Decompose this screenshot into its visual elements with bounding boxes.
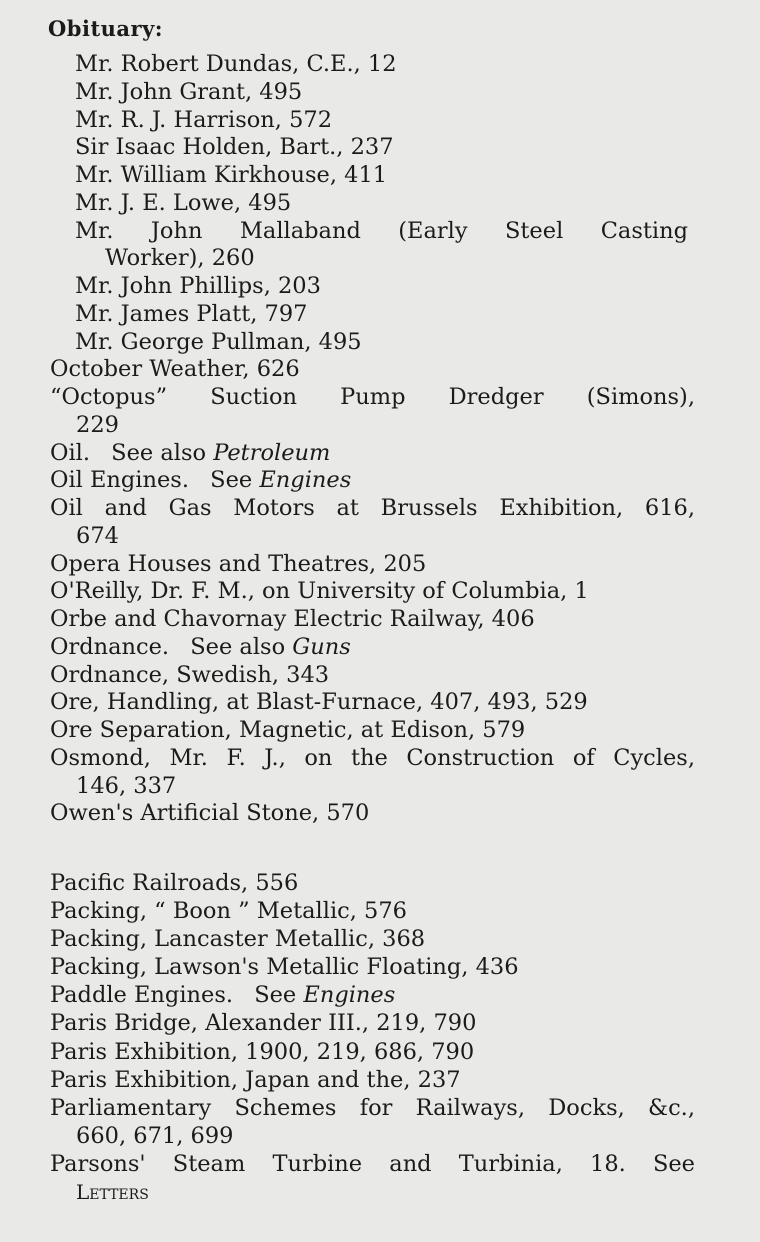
index-entry: Paris Bridge, Alexander III., 219, 790 bbox=[50, 1010, 477, 1037]
obituary-entry: Sir Isaac Holden, Bart., 237 bbox=[75, 134, 394, 161]
see-label: See bbox=[210, 467, 253, 494]
see-target: Petroleum bbox=[213, 439, 331, 466]
index-entry bbox=[50, 634, 695, 662]
index-entry: Packing, Lawson's Metallic Floating, 436 bbox=[50, 954, 519, 981]
index-entry: “Octopus” Suction Pump Dredger (Simons), bbox=[50, 384, 695, 410]
obituary-entry: Mr. William Kirkhouse, 411 bbox=[75, 162, 388, 188]
index-section-o bbox=[50, 51, 695, 828]
obituary-entry: Mr. J. E. Lowe, 495 bbox=[75, 189, 292, 216]
obituary-entry-continuation: Worker), 260 bbox=[105, 245, 255, 272]
see-target: Letters bbox=[76, 1180, 149, 1205]
index-entry-continuation: 660, 671, 699 bbox=[76, 1122, 234, 1149]
index-entry: Parsons' Steam Turbine and Turbinia, 18. See bbox=[50, 1150, 695, 1177]
entry-term: Ordnance. bbox=[50, 633, 170, 660]
see-label: See also bbox=[190, 633, 286, 660]
index-entry bbox=[50, 440, 695, 468]
index-entry: Paris Exhibition, 1900, 219, 686, 790 bbox=[50, 1038, 475, 1065]
index-entry-continuation: 146, 337 bbox=[76, 772, 177, 799]
index-entry: Opera Houses and Theatres, 205 bbox=[50, 550, 427, 577]
entry-term: Paddle Engines. bbox=[50, 982, 234, 1009]
index-entry: Oil and Gas Motors at Brussels Exhibition, 616, bbox=[50, 495, 695, 521]
index-entry-continuation bbox=[50, 1178, 695, 1206]
see-target: Engines bbox=[303, 982, 396, 1009]
obituary-entry: Mr. George Pullman, 495 bbox=[75, 328, 362, 355]
obituary-entry: Mr. John Grant, 495 bbox=[75, 78, 303, 105]
obituary-entry: Mr. John Phillips, 203 bbox=[75, 273, 321, 299]
index-entry-continuation: 229 bbox=[76, 411, 119, 438]
obituary-entry: Mr. R. J. Harrison, 572 bbox=[75, 106, 333, 133]
index-entry: Ore, Handling, at Blast-Furnace, 407, 493, 529 bbox=[50, 689, 588, 716]
index-entry: Parliamentary Schemes for Railways, Docks, &c., bbox=[50, 1094, 695, 1121]
index-entry: Paris Exhibition, Japan and the, 237 bbox=[50, 1066, 461, 1093]
see-label: See bbox=[254, 982, 297, 1009]
index-entry: Packing, Lancaster Metallic, 368 bbox=[50, 926, 426, 953]
entry-term: Oil Engines. bbox=[50, 467, 190, 494]
index-entry: October Weather, 626 bbox=[50, 356, 300, 383]
index-entry: O'Reilly, Dr. F. M., on University of Columbia, 1 bbox=[50, 578, 589, 605]
see-label: See also bbox=[111, 439, 207, 466]
index-entry: Pacific Railroads, 556 bbox=[50, 870, 299, 896]
index-entry bbox=[50, 981, 695, 1009]
index-entry: Osmond, Mr. F. J., on the Construction of Cycles, bbox=[50, 744, 695, 771]
see-target: Guns bbox=[292, 633, 351, 660]
index-section-p bbox=[50, 869, 695, 1206]
obituary-entry: Mr. John Mallaband (Early Steel Casting bbox=[75, 217, 688, 244]
obituary-entry: Mr. James Platt, 797 bbox=[75, 300, 308, 327]
entry-term: Oil. bbox=[50, 439, 90, 466]
see-target: Engines bbox=[259, 467, 352, 494]
index-entry: Owen's Artificial Stone, 570 bbox=[50, 800, 370, 827]
index-entry-continuation: 674 bbox=[76, 522, 119, 549]
index-entry: Ordnance, Swedish, 343 bbox=[50, 661, 330, 688]
index-entry: Ore Separation, Magnetic, at Edison, 579 bbox=[50, 717, 526, 743]
obituary-entry: Mr. Robert Dundas, C.E., 12 bbox=[75, 51, 397, 77]
index-entry bbox=[50, 467, 695, 495]
index-entry: Packing, “ Boon ” Metallic, 576 bbox=[50, 898, 408, 925]
section-heading-obituary: Obituary: bbox=[48, 16, 164, 41]
index-entry: Orbe and Chavornay Electric Railway, 406 bbox=[50, 606, 535, 632]
